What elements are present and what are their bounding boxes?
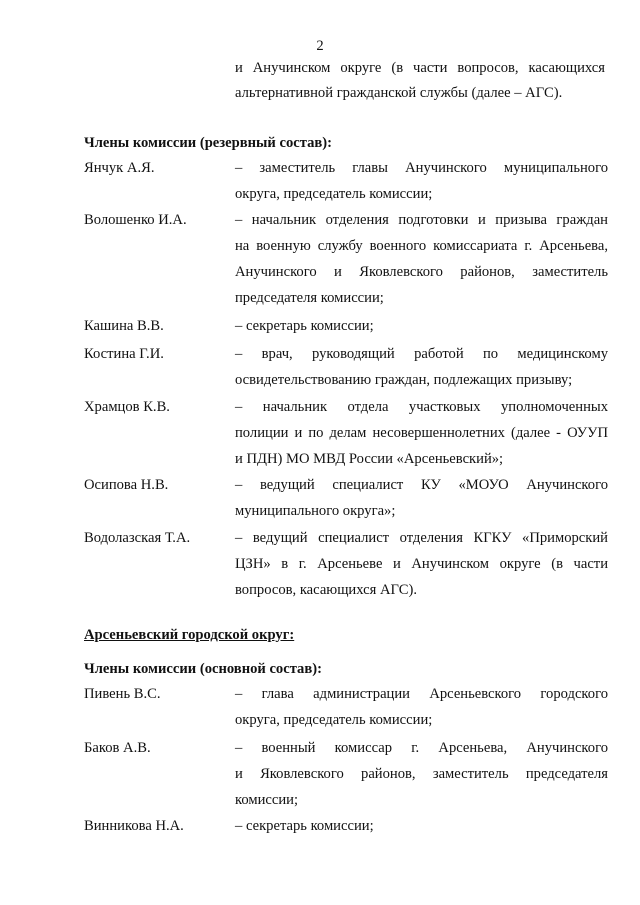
- role-line: Анучинского и Яковлевского районов, заместитель: [235, 264, 608, 280]
- role-line: комиссии;: [235, 792, 299, 808]
- section-heading-reserve: Члены комиссии (резервный состав):: [84, 135, 332, 151]
- member-name: Костина Г.И.: [84, 346, 164, 362]
- section-heading-main: Члены комиссии (основной состав):: [84, 661, 322, 677]
- role-line: округа, председатель комиссии;: [235, 712, 433, 728]
- intro-line: альтернативной гражданской службы (далее – АГС).: [235, 85, 563, 101]
- page-number: 2: [316, 38, 324, 54]
- role-line: – заместитель главы Анучинского муниципального: [235, 160, 608, 176]
- member-name: Волошенко И.А.: [84, 212, 187, 228]
- role-line: – глава администрации Арсеньевского городского: [235, 686, 608, 702]
- member-role: [235, 735, 608, 813]
- member-name: Кашина В.В.: [84, 318, 164, 334]
- member-role: [235, 207, 608, 311]
- member-role: [235, 313, 608, 339]
- role-line: на военную службу военного комиссариата г. Арсеньева,: [235, 238, 608, 254]
- role-line: округа, председатель комиссии;: [235, 186, 433, 202]
- member-role: [235, 472, 608, 524]
- member-role: [235, 813, 608, 839]
- role-line: муниципального округа»;: [235, 503, 396, 519]
- role-line: – начальник отделения подготовки и призыва граждан: [235, 212, 608, 228]
- role-line: – секретарь комиссии;: [235, 318, 374, 334]
- member-name: Храмцов К.В.: [84, 399, 170, 415]
- role-line: полиции и по делам несовершеннолетних (далее - ОУУП: [235, 425, 608, 441]
- role-line: председателя комиссии;: [235, 290, 384, 306]
- role-line: – секретарь комиссии;: [235, 818, 374, 834]
- role-line: ЦЗН» в г. Арсеньеве и Анучинском округе (в части: [235, 556, 608, 572]
- member-name: Янчук А.Я.: [84, 160, 155, 176]
- member-name: Пивень В.С.: [84, 686, 161, 702]
- member-name: Винникова Н.А.: [84, 818, 184, 834]
- member-role: [235, 394, 608, 472]
- section-heading-district: Арсеньевский городской округ:: [84, 627, 295, 643]
- role-line: вопросов, касающихся АГС).: [235, 582, 417, 598]
- intro-paragraph: [235, 56, 605, 106]
- role-line: – военный комиссар г. Арсеньева, Анучинского: [235, 740, 608, 756]
- role-line: освидетельствованию граждан, подлежащих призыву;: [235, 372, 573, 388]
- member-role: [235, 155, 608, 207]
- role-line: и Яковлевского районов, заместитель председателя: [235, 766, 608, 782]
- member-name: Баков А.В.: [84, 740, 151, 756]
- role-line: – ведущий специалист КУ «МОУО Анучинского: [235, 477, 608, 493]
- member-role: [235, 681, 608, 733]
- member-name: Водолазская Т.А.: [84, 530, 191, 546]
- member-role: [235, 341, 608, 393]
- role-line: – врач, руководящий работой по медицинскому: [235, 346, 608, 362]
- role-line: и ПДН) МО МВД России «Арсеньевский»;: [235, 451, 504, 467]
- intro-line: и Анучинском округе (в части вопросов, касающихся: [235, 60, 605, 76]
- role-line: – ведущий специалист отделения КГКУ «Приморский: [235, 530, 608, 546]
- member-name: Осипова Н.В.: [84, 477, 169, 493]
- role-line: – начальник отдела участковых уполномоченных: [235, 399, 608, 415]
- member-role: [235, 525, 608, 603]
